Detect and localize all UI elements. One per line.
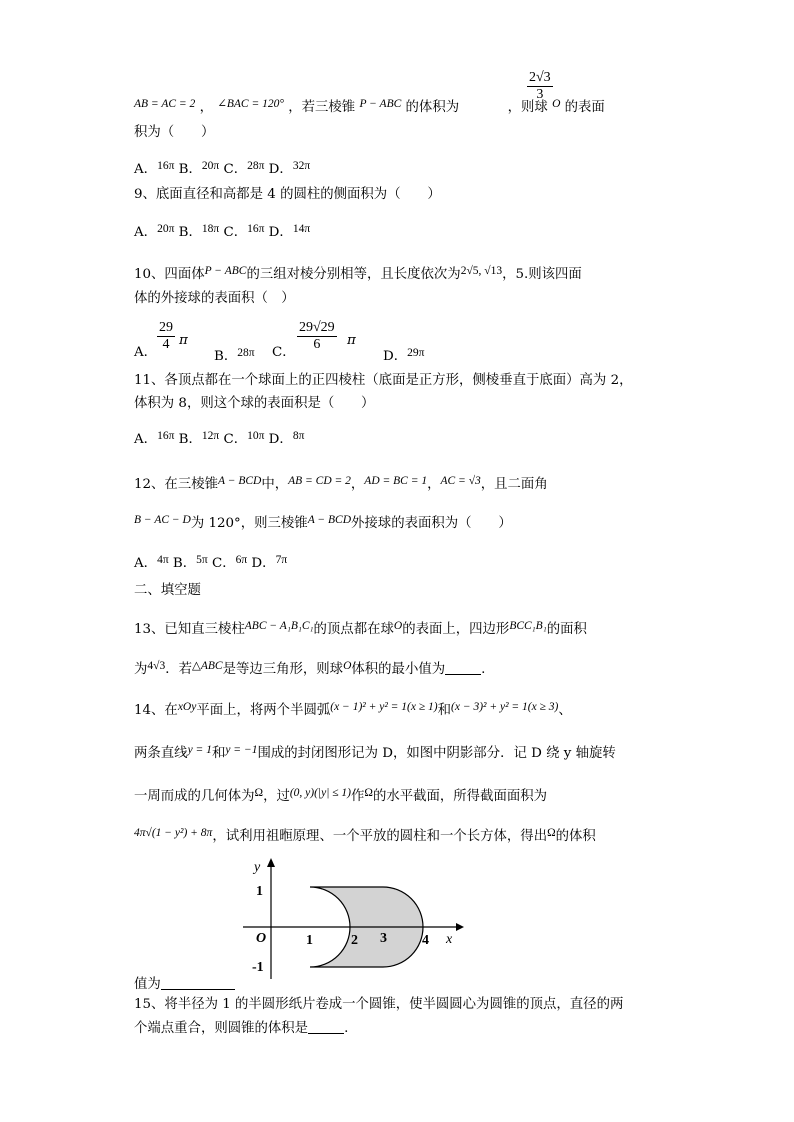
q15-line2: 个端点重合，则圆锥的体积是 . [134, 1021, 349, 1036]
q8-ball: O [552, 98, 561, 110]
x-tick-4: 4 [422, 933, 429, 948]
q15-line1: 15、将半径为 1 的半圆形纸片卷成一个圆锥，使半圆圆心为圆锥的顶点，直径的两 [134, 997, 624, 1012]
q8-options: A．16π B．20π C．28π D．32π [134, 160, 311, 177]
q14-line5: 值为 [134, 975, 235, 994]
q8-text-d: 的表面 [564, 100, 605, 115]
q8-text-a: ，若三棱锥 [288, 100, 356, 115]
q14-answer-blank[interactable] [161, 975, 235, 990]
q8-pyramid: P − ABC [359, 98, 402, 110]
y-axis-arrow [267, 858, 275, 867]
q13-line2: 为4√3．若△ABC是等边三角形，则球O体积的最小值为 . [134, 660, 486, 677]
q14-line3: 一周而成的几何体为Ω，过(0, y)(|y| ≤ 1)作Ω的水平截面，所得截面面积为 [134, 787, 548, 804]
q10-line2: 体的外接球的表面积（ ） [134, 291, 295, 306]
q14-line2: 两条直线y = 1和y = −1围成的封闭图形记为 D，如图中阴影部分．记 D 绕 y 轴旋转 [134, 744, 616, 761]
q14-figure [238, 857, 468, 982]
q10-option-a-fraction: $\frac{29}{4}$ [159, 320, 173, 352]
q8-text-b: 的体积为 [405, 100, 460, 115]
q10-option-a-pi: π [179, 333, 188, 348]
q8-line2: 积为（ ） [134, 125, 215, 140]
x-tick-2: 2 [351, 933, 358, 948]
q12-line1: 12、在三棱锥A − BCD中，AB = CD = 2，AD = BC = 1，AC = √3，且二面角 [134, 475, 548, 492]
y-axis-label: y [254, 860, 261, 875]
q10-tetrahedron: P − ABC [204, 265, 247, 277]
q10-option-c-fraction: $\frac{29√29}{6}$ [299, 320, 335, 352]
x-tick-3: 3 [380, 931, 387, 946]
q9-options: A．20π B．18π C．16π D．14π [134, 223, 311, 240]
q15-answer-blank[interactable] [308, 1019, 344, 1034]
q12-line2: B − AC − D为 120°，则三棱锥A − BCD外接球的表面积为（ ） [134, 514, 512, 531]
q14-line1: 14、在xOy平面上，将两个半圆弧(x − 1)² + y² = 1(x ≥ 1)和(x − 3)² + y² = 1(x ≥ 3)、 [134, 701, 572, 718]
q9-stem: 9、底面直径和高都是 4 的圆柱的侧面积为（ ） [134, 187, 441, 202]
q13-answer-blank[interactable] [445, 660, 481, 675]
q10-lengths: 2√5, √13 [460, 265, 503, 277]
q10-option-d: D．29π [383, 347, 425, 364]
section-fill-in-heading: 二、填空题 [134, 583, 201, 598]
q8-line1: AB = AC = 2 ， ∠BAC = 120° ，若三棱锥 P − ABC 的体积为 ，则球 O 的表面 [134, 98, 605, 115]
y-tick-bottom: -1 [252, 960, 264, 975]
q14-line4: 4π√(1 − y²) + 8π，试利用祖暅原理、一个平放的圆柱和一个长方体，得出Ω的体积 [134, 827, 596, 844]
q8-text-c: ，则球 [507, 100, 548, 115]
q13-line1: 13、已知直三棱柱ABC − A₁B₁C₁的顶点都在球O的表面上，四边形BCC₁B₁的面积 [134, 620, 587, 637]
q8-volume-fraction: $\frac{2√3}{3}$ [529, 70, 551, 102]
q10-option-c-pi: π [347, 333, 356, 348]
q10-option-a-label: A． [134, 345, 158, 360]
q11-line1: 11、各顶点都在一个球面上的正四棱柱（底面是正方形，侧棱垂直于底面）高为 2， [134, 373, 633, 388]
x-tick-1: 1 [306, 933, 313, 948]
x-axis-arrow [456, 923, 464, 931]
q11-options: A．16π B．12π C．10π D．8π [134, 430, 305, 447]
q11-line2: 体积为 8，则这个球的表面积是（ ） [134, 396, 375, 411]
q10-line1: 10、四面体P − ABC的三组对棱分别相等，且长度依次为2√5, √13，5.则该四面 [134, 265, 582, 282]
q10-option-c-label: C． [272, 345, 296, 360]
q10-option-b: B．28π [214, 347, 255, 364]
q8-angle: ∠BAC = 120° [217, 98, 284, 110]
y-tick-top: 1 [256, 884, 263, 899]
origin-label: O [256, 931, 267, 946]
q12-options: A．4π B．5π C．6π D．7π [134, 554, 288, 571]
x-axis-label: x [446, 932, 453, 947]
q8-condition: AB = AC = 2 [134, 98, 196, 110]
